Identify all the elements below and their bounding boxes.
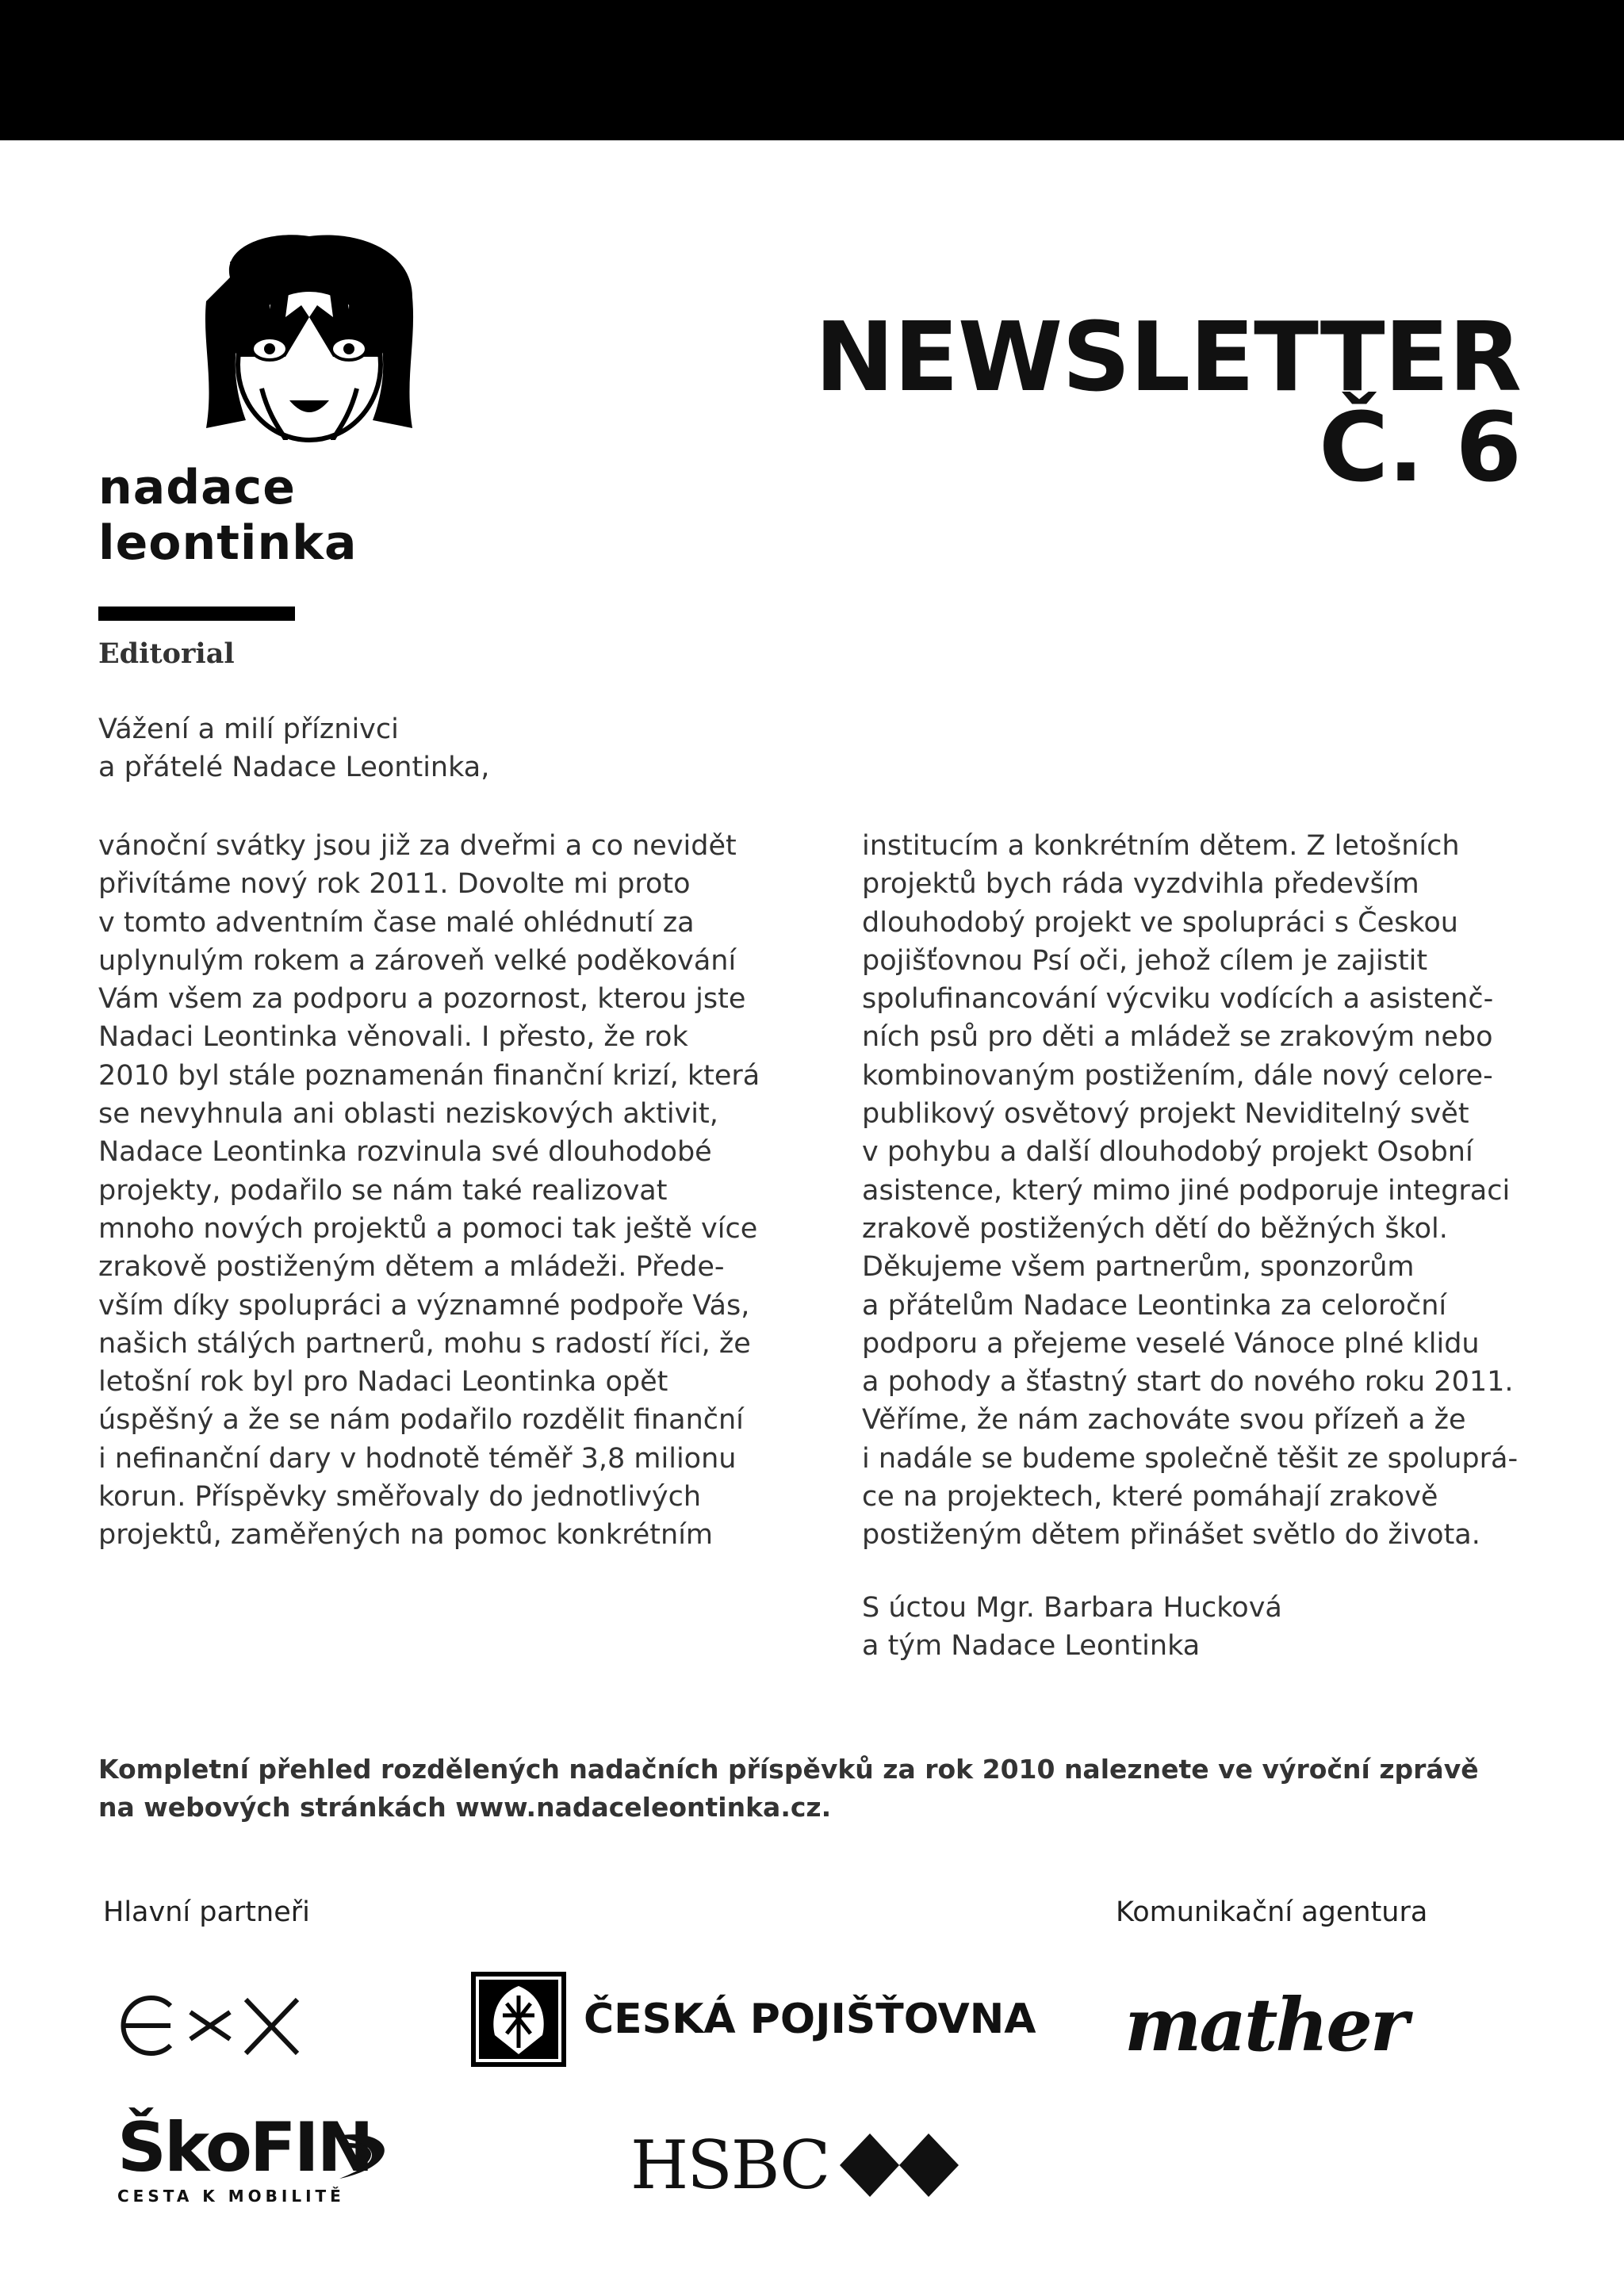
exx-wordmark-graphic bbox=[115, 1990, 305, 2061]
text-line: projekty, podařilo se nám také realizovat bbox=[98, 1174, 668, 1207]
note-line: na webových stránkách www.nadaceleontinka.cz. bbox=[98, 1792, 832, 1823]
signature-line: a tým Nadace Leontinka bbox=[862, 1630, 1201, 1663]
salutation bbox=[98, 710, 489, 787]
text-line: podporu a přejeme veselé Vánoce plné klidu bbox=[862, 1327, 1480, 1360]
text-line: 2010 byl stále poznamenán finanční krizí, která bbox=[98, 1059, 760, 1092]
skofin-name: ŠkoFIN bbox=[117, 2108, 372, 2187]
ceska-pojistovna-emblem bbox=[471, 1972, 566, 2067]
newsletter-title bbox=[814, 303, 1521, 503]
text-line: uplynulým rokem a zároveň velké poděkování bbox=[98, 944, 737, 977]
text-line: v tomto adventním čase malé ohlédnutí za bbox=[98, 906, 695, 939]
text-line: zrakově postižených dětí do běžných škol. bbox=[862, 1212, 1448, 1245]
section-rule bbox=[98, 607, 295, 621]
communication-agency-label: Komunikační agentura bbox=[1116, 1896, 1428, 1928]
text-line: a přátelům Nadace Leontinka za celoroční bbox=[862, 1289, 1447, 1322]
text-line: letošní rok byl pro Nadaci Leontinka opět bbox=[98, 1366, 668, 1399]
text-line: Nadace Leontinka rozvinula své dlouhodobé bbox=[98, 1136, 712, 1169]
mather-logo: mather bbox=[1124, 1982, 1407, 2068]
text-line: vánoční svátky jsou již za dveřmi a co nevidět bbox=[98, 830, 737, 862]
exx-logo bbox=[115, 1990, 305, 2064]
logo-wordmark: nadace leontinka bbox=[98, 460, 358, 571]
text-line: v pohybu a další dlouhodobý projekt Osobní bbox=[862, 1136, 1473, 1169]
editorial-right-column bbox=[862, 827, 1576, 1555]
editorial-signature bbox=[862, 1589, 1282, 1666]
ceska-pojistovna-logo bbox=[471, 1972, 1036, 2067]
ceska-pojistovna-name: ČESKÁ POJIŠŤOVNA bbox=[584, 1996, 1036, 2043]
text-line: publikový osvětový projekt Neviditelný svět bbox=[862, 1098, 1469, 1131]
text-line: kombinovaným postižením, dále nový celore- bbox=[862, 1059, 1493, 1092]
text-line: projektů bych ráda vyzdvihla především bbox=[862, 868, 1419, 901]
text-line: pojišťovnou Psí oči, jehož cílem je zajistit bbox=[862, 944, 1428, 977]
text-line: ce na projektech, které pomáhají zrakově bbox=[862, 1481, 1438, 1513]
newsletter-issue-number: Č. 6 bbox=[1319, 393, 1521, 503]
text-line: mnoho nových projektů a pomoci tak ještě více bbox=[98, 1212, 758, 1245]
text-line: našich stálých partnerů, mohu s radostí říci, že bbox=[98, 1327, 751, 1360]
text-line: zrakově postiženým dětem a mládeži. Přede- bbox=[98, 1251, 725, 1284]
text-line: Děkujeme všem partnerům, sponzorům bbox=[862, 1251, 1415, 1284]
text-line: přivítáme nový rok 2011. Dovolte mi proto bbox=[98, 868, 691, 901]
hsbc-name: HSBC bbox=[630, 2126, 829, 2204]
text-line: spolufinancování výcviku vodících a asistenč- bbox=[862, 983, 1494, 1016]
skofin-logo bbox=[117, 2108, 372, 2206]
text-line: úspěšný a že se nám podařilo rozdělit finanční bbox=[98, 1404, 744, 1437]
skofin-tagline: CESTA K MOBILITĚ bbox=[117, 2187, 345, 2206]
note-line: Kompletní přehled rozdělených nadačních příspěvků za rok 2010 naleznete ve výroční zprávě bbox=[98, 1754, 1479, 1785]
top-black-bar bbox=[0, 0, 1624, 140]
text-line: projektů, zaměřených na pomoc konkrétním bbox=[98, 1519, 714, 1552]
editorial-heading: Editorial bbox=[98, 637, 235, 670]
text-line: a pohody a šťastný start do nového roku 2011. bbox=[862, 1366, 1514, 1399]
text-line: ních psů pro děti a mládež se zrakovým nebo bbox=[862, 1021, 1493, 1054]
text-line: postiženým dětem přinášet světlo do života. bbox=[862, 1519, 1480, 1552]
text-line: i nefinanční dary v hodnotě téměř 3,8 milionu bbox=[98, 1442, 737, 1475]
hsbc-hexagon-icon bbox=[840, 2133, 959, 2197]
text-line: vším díky spolupráci a významné podpoře Vás, bbox=[98, 1289, 750, 1322]
skofin-swoosh-icon bbox=[331, 2130, 395, 2185]
text-line: asistence, který mimo jiné podporuje integraci bbox=[862, 1174, 1511, 1207]
main-partners-label: Hlavní partneři bbox=[103, 1896, 310, 1928]
newsletter-title-line1: NEWSLETTER bbox=[814, 303, 1521, 413]
salutation-line: a přátelé Nadace Leontinka, bbox=[98, 752, 490, 784]
text-line: korun. Příspěvky směřovaly do jednotlivých bbox=[98, 1481, 702, 1513]
salutation-line: Vážení a milí příznivci bbox=[98, 714, 399, 745]
text-line: se nevyhnula ani oblasti neziskových aktivit, bbox=[98, 1098, 718, 1131]
editorial-left-column bbox=[98, 827, 812, 1555]
nadace-leontinka-logo bbox=[95, 230, 539, 571]
text-line: institucím a konkrétním dětem. Z letošních bbox=[862, 830, 1460, 862]
text-line: dlouhodobý projekt ve spolupráci s Českou bbox=[862, 906, 1458, 939]
text-line: Nadaci Leontinka věnovali. I přesto, že rok bbox=[98, 1021, 688, 1054]
text-line: Věříme, že nám zachováte svou přízeň a že bbox=[862, 1404, 1466, 1437]
leontinka-face-illustration bbox=[174, 230, 444, 444]
signature-line: S úctou Mgr. Barbara Hucková bbox=[862, 1592, 1282, 1624]
text-line: i nadále se budeme společně těšit ze spoluprá- bbox=[862, 1442, 1519, 1475]
hsbc-logo bbox=[630, 2126, 959, 2204]
annual-report-note bbox=[98, 1751, 1479, 1827]
text-line: Vám všem za podporu a pozornost, kterou jste bbox=[98, 983, 746, 1016]
